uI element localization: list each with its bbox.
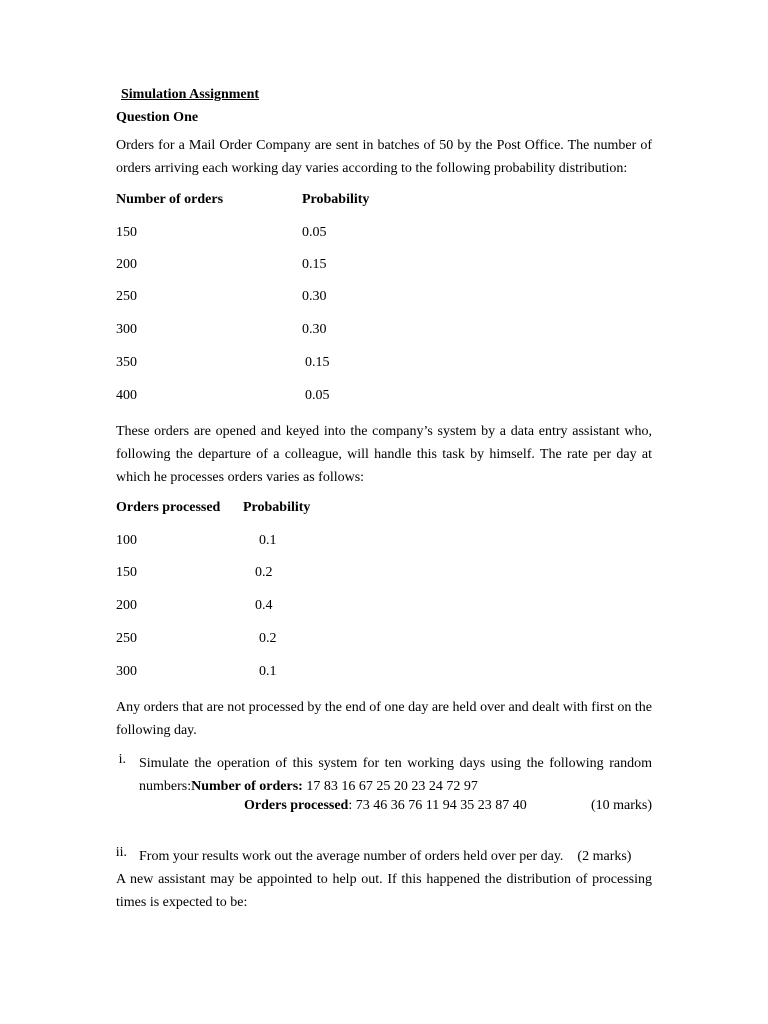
processed-probability-header: Probability [243, 500, 311, 515]
orders-header-label: Number of orders [116, 192, 224, 207]
final-paragraph: A new assistant may be appointed to help out. If this happened the distribution of processing times is expected to be: [116, 872, 652, 910]
item-body [139, 845, 652, 868]
processed-probability: 0.1 [259, 664, 277, 679]
orders-probability: 0.05 [302, 225, 327, 240]
table-row [116, 322, 516, 342]
orders-probability: 0.15 [305, 355, 330, 370]
item-body [139, 752, 652, 798]
held-over-paragraph: Any orders that are not processed by the end of one day are held over and dealt with first on the following day. [116, 700, 652, 738]
marks-ii: (2 marks) [577, 849, 632, 864]
processed-random-numbers: : 73 46 36 76 11 94 35 23 87 40 [348, 798, 527, 813]
table-row [116, 664, 516, 684]
processed-value: 250 [116, 631, 137, 646]
processing-paragraph: These orders are opened and keyed into the company’s system by a data entry assistant who, following the departure of a colleague, will handle this task by himself. The rate per day at which he processes orders varies as follows: [116, 424, 652, 485]
intro-paragraph: Orders for a Mail Order Company are sent in batches of 50 by the Post Office. The number of orders arriving each working day varies according to the following probability distribution: [116, 138, 652, 176]
table-row [116, 598, 516, 618]
processed-random-line [244, 798, 652, 814]
orders-probability: 0.15 [302, 257, 327, 272]
orders-table-header [116, 192, 516, 212]
orders-value: 200 [116, 257, 137, 272]
orders-value: 350 [116, 355, 137, 370]
item-number: ii. [115, 845, 127, 860]
assignment-title: Simulation Assignment [121, 87, 260, 102]
orders-value: 400 [116, 388, 137, 403]
question-heading: Question One [116, 110, 199, 125]
processed-value: 150 [116, 565, 137, 580]
processed-probability: 0.4 [255, 598, 273, 613]
processed-label: Orders processed [244, 798, 349, 813]
processed-table-header [116, 500, 516, 520]
item-number: i. [118, 752, 126, 767]
item-text: Simulate the operation of this system for ten working days using the following random numbers: [139, 756, 652, 794]
table-row [116, 631, 516, 651]
marks-i: (10 marks) [590, 798, 652, 813]
processed-value: 100 [116, 533, 137, 548]
table-row [116, 388, 516, 408]
orders-probability: 0.30 [302, 289, 327, 304]
orders-probability: 0.05 [305, 388, 330, 403]
processed-header-label: Orders processed [116, 500, 221, 515]
table-row [116, 565, 516, 585]
processed-value: 200 [116, 598, 137, 613]
table-row [116, 289, 516, 309]
orders-value: 150 [116, 225, 137, 240]
orders-probability-header: Probability [302, 192, 370, 207]
processed-probability: 0.1 [259, 533, 277, 548]
table-row [116, 257, 516, 277]
processed-probability: 0.2 [259, 631, 277, 646]
orders-value: 300 [116, 322, 137, 337]
orders-value: 250 [116, 289, 137, 304]
processed-value: 300 [116, 664, 137, 679]
processed-probability: 0.2 [255, 565, 273, 580]
table-row [116, 225, 516, 245]
item-text: From your results work out the average number of orders held over per day. [139, 849, 564, 864]
orders-probability: 0.30 [302, 322, 327, 337]
table-row [116, 355, 516, 375]
orders-random-numbers: 17 83 16 67 25 20 23 24 72 97 [302, 779, 478, 794]
orders-label: Number of orders: [191, 779, 303, 794]
table-row [116, 533, 516, 553]
